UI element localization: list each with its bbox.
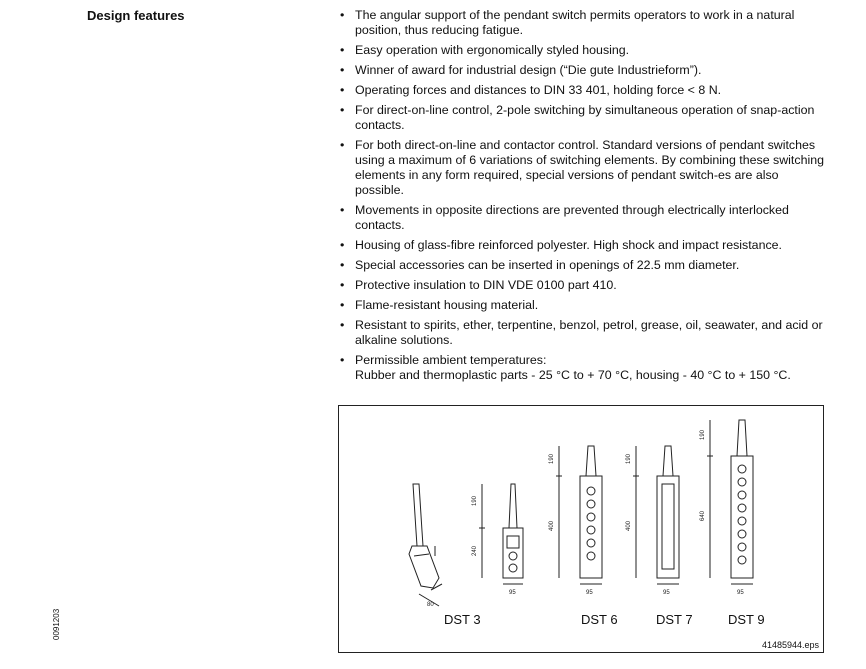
- feature-item: • Protective insulation to DIN VDE 0100 part 410.: [340, 278, 830, 293]
- dim-height-dst6: 400: [549, 520, 555, 531]
- feature-item: • The angular support of the pendant switch permits operators to work in a natural position, thus reducing fatigue.: [340, 8, 830, 38]
- model-label-dst3: DST 3: [444, 612, 481, 627]
- dim-height-dst7: 400: [626, 520, 632, 531]
- dst3-side-view: [409, 484, 442, 606]
- model-label-dst9: DST 9: [728, 612, 765, 627]
- feature-item: • For direct-on-line control, 2-pole switching by simultaneous operation of snap-action contacts.: [340, 103, 830, 133]
- dim-cable-dst6: 190: [549, 453, 555, 464]
- dst6-view: [556, 446, 602, 584]
- dim-cable-dst3: 190: [472, 495, 478, 506]
- feature-item: • Resistant to spirits, ether, terpentine, benzol, petrol, grease, oil, seawater, and acid or alkaline solutions.: [340, 318, 830, 348]
- dst3-front-view: [479, 484, 523, 584]
- dim-width-dst7: 95: [663, 590, 670, 596]
- dst9-view: [707, 420, 753, 584]
- dim-cable-dst9: 190: [700, 429, 706, 440]
- model-label-dst6: DST 6: [581, 612, 618, 627]
- feature-item: • Easy operation with ergonomically styled housing.: [340, 43, 830, 58]
- dim-width-dst6: 95: [586, 590, 593, 596]
- feature-item: • Operating forces and distances to DIN 33 401, holding force < 8 N.: [340, 83, 830, 98]
- feature-item: • For both direct-on-line and contactor control. Standard versions of pendant switches using a maximum of 6 variations of switching elements. By combining these switching elements in any form required, special versions of pendant switch-es are also possible.: [340, 138, 830, 198]
- feature-item: • Housing of glass-fibre reinforced polyester. High shock and impact resistance.: [340, 238, 830, 253]
- dim-height-dst3: 240: [472, 545, 478, 556]
- feature-item: • Permissible ambient temperatures: Rubber and thermoplastic parts - 25 °C to + 70 °C, housing - 40 °C to + 150 °C.: [340, 353, 830, 383]
- dim-side-width: 80: [427, 602, 434, 608]
- feature-item: • Winner of award for industrial design (“Die gute Industrieform”).: [340, 63, 830, 78]
- file-reference: 41485944.eps: [761, 640, 819, 650]
- dim-cable-dst7: 190: [626, 453, 632, 464]
- dim-height-dst9: 640: [700, 510, 706, 521]
- side-code: 0091203: [52, 608, 61, 640]
- section-heading: Design features: [87, 8, 185, 23]
- feature-item: • Flame-resistant housing material.: [340, 298, 830, 313]
- model-label-dst7: DST 7: [656, 612, 693, 627]
- feature-item: • Special accessories can be inserted in openings of 22.5 mm diameter.: [340, 258, 830, 273]
- dim-width-dst9: 95: [737, 590, 744, 596]
- dst7-view: [633, 446, 679, 584]
- feature-list: [340, 8, 830, 388]
- pendant-switch-figure: [338, 405, 824, 653]
- dim-width-dst3: 95: [509, 590, 516, 596]
- feature-item: • Movements in opposite directions are prevented through electrically interlocked contacts.: [340, 203, 830, 233]
